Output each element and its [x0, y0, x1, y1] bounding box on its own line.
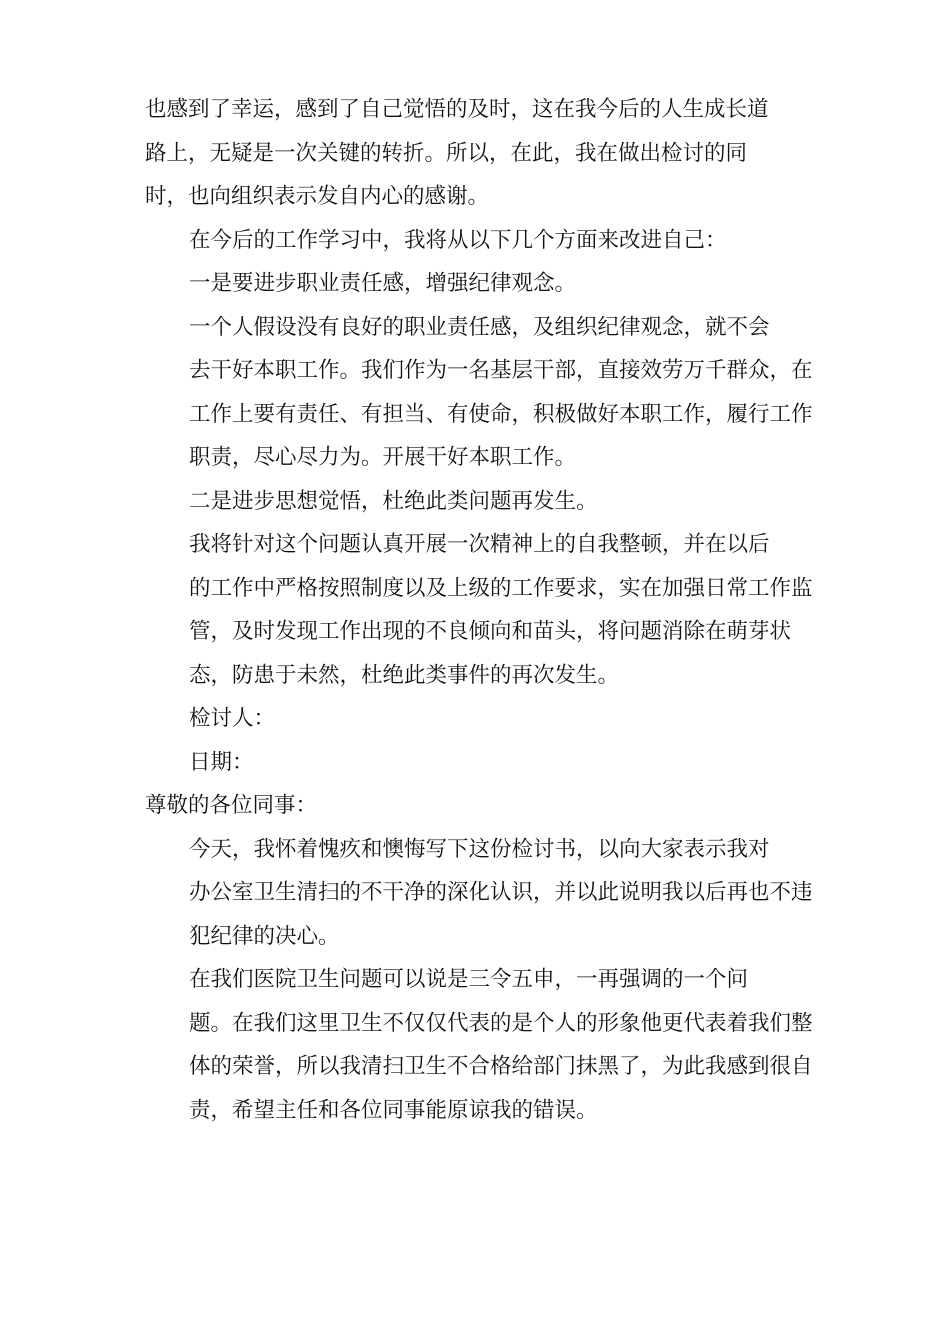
text-line: 一个人假设没有良好的职业责任感，及组织纪律观念，就不会: [189, 314, 770, 340]
document-body: [145, 88, 813, 1132]
text-line: 题。在我们这里卫生不仅仅代表的是个人的形象他更代表着我们整: [189, 1010, 813, 1036]
text-line: 今天，我怀着愧疚和懊悔写下这份检讨书，以向大家表示我对: [189, 836, 770, 862]
text-line: 一是要进步职业责任感，增强纪律观念。: [189, 271, 577, 296]
text-line: 时，也向组织表示发自内心的感谢。: [145, 184, 490, 209]
paragraph: [145, 480, 797, 524]
text-line: 在我们医院卫生问题可以说是三令五申，一再强调的一个问: [189, 967, 749, 992]
text-line: 的工作中严格按照制度以及上级的工作要求，实在加强日常工作监: [189, 575, 813, 601]
text-line: 也感到了幸运，感到了自己觉悟的及时，这在我今后的人生成长道: [145, 97, 769, 122]
text-line: 路上，无疑是一次关键的转折。所以，在此，我在做出检讨的同: [145, 140, 748, 166]
paragraph: [145, 741, 797, 785]
text-line: 在今后的工作学习中，我将从以下几个方面来改进自己：: [189, 227, 727, 253]
text-line: 尊敬的各位同事：: [145, 793, 318, 818]
text-line: 态，防患于未然，杜绝此类事件的再次发生。: [189, 662, 620, 688]
text-line: 办公室卫生清扫的不干净的深化认识，并以此说明我以后再也不违: [189, 880, 813, 905]
text-line: 检讨人：: [189, 706, 276, 731]
text-line: 管，及时发现工作出现的不良倾向和苗头，将问题消除在萌芽状: [189, 619, 792, 644]
paragraph: [145, 697, 797, 741]
text-line: 二是进步思想觉悟，杜绝此类问题再发生。: [189, 488, 598, 514]
text-line: 工作上要有责任、有担当、有使命，积极做好本职工作，履行工作: [189, 401, 813, 427]
paragraph: [145, 828, 813, 959]
text-line: 日期：: [189, 749, 254, 775]
text-line: 我将针对这个问题认真开展一次精神上的自我整顿，并在以后: [189, 532, 770, 557]
paragraph: [145, 88, 797, 219]
text-line: 体的荣誉，所以我清扫卫生不合格给部门抹黑了，为此我感到很自: [189, 1054, 813, 1079]
paragraph: [145, 262, 797, 306]
text-line: 犯纪律的决心。: [189, 923, 340, 949]
paragraph: [145, 306, 813, 480]
text-line: 责，希望主任和各位同事能原谅我的错误。: [189, 1097, 598, 1123]
document-page: [145, 88, 813, 1132]
text-line: 职责，尽心尽力为。开展干好本职工作。: [189, 445, 577, 470]
paragraph: [145, 958, 813, 1132]
paragraph: [145, 523, 813, 697]
paragraph: [145, 219, 797, 263]
text-line: 去干好本职工作。我们作为一名基层干部，直接效劳万千群众，在: [189, 358, 813, 383]
paragraph: [145, 784, 797, 828]
